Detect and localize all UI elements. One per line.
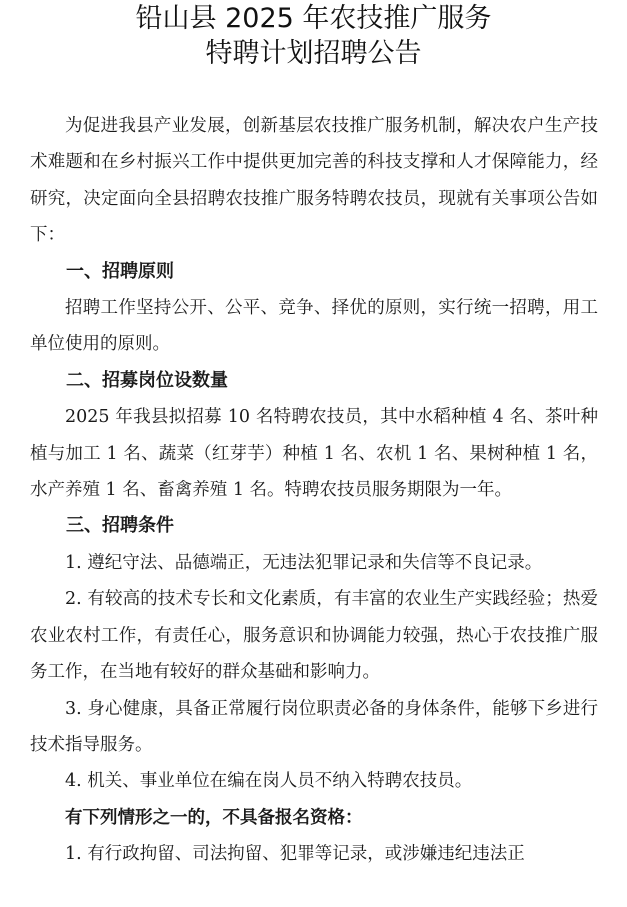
section-heading-conditions: 三、招聘条件: [66, 515, 174, 537]
condition-item: 1. 遵纪守法、品德端正，无违法犯罪记录和失信等不良记录。: [65, 552, 543, 573]
intro-paragraph: 为促进我县产业发展，创新基层农技推广服务机制，解决农户生产技术难题和在乡村振兴工作中提供更加完善的科技支撑和人才保障能力，经研究，决定面向全县招聘农技推广服务特聘农技员，现就有关事项公告如下：: [30, 116, 598, 246]
condition-item: 4. 机关、事业单位在编在岗人员不纳入特聘农技员。: [65, 771, 473, 792]
condition-item: 2. 有较高的技术专长和文化素质，有丰富的农业生产实践经验；热爱农业农村工作，有责任心，服务意识和协调能力较强，热心于农技推广服务工作，在当地有较好的群众基础和影响力。: [30, 589, 598, 683]
section-heading-positions: 二、招募岗位设数量: [66, 369, 228, 391]
principles-paragraph: 招聘工作坚持公开、公平、竞争、择优的原则，实行统一招聘，用工单位使用的原则。: [30, 298, 598, 355]
disqualify-item: 1. 有行政拘留、司法拘留、犯罪等记录，或涉嫌违纪违法正: [65, 844, 525, 865]
title-line-2: 特聘计划招聘公告: [205, 38, 422, 69]
section-heading-principles: 一、招聘原则: [66, 260, 174, 282]
document-body: [30, 108, 598, 873]
title-line-1: 铅山县 2025 年农技推广服务: [135, 3, 492, 34]
positions-paragraph: 2025 年我县拟招募 10 名特聘农技员，其中水稻种植 4 名、茶叶种植与加工 1 名、蔬菜（红芽芋）种植 1 名、农机 1 名、果树种植 1 名，水产养殖 1 名、畜禽养殖 1 名。特聘农技员服务期限为一年。: [30, 407, 598, 501]
disqualify-heading: 有下列情形之一的，不具备报名资格：: [65, 807, 363, 828]
condition-item: 3. 身心健康，具备正常履行岗位职责必备的身体条件，能够下乡进行技术指导服务。: [30, 698, 598, 755]
